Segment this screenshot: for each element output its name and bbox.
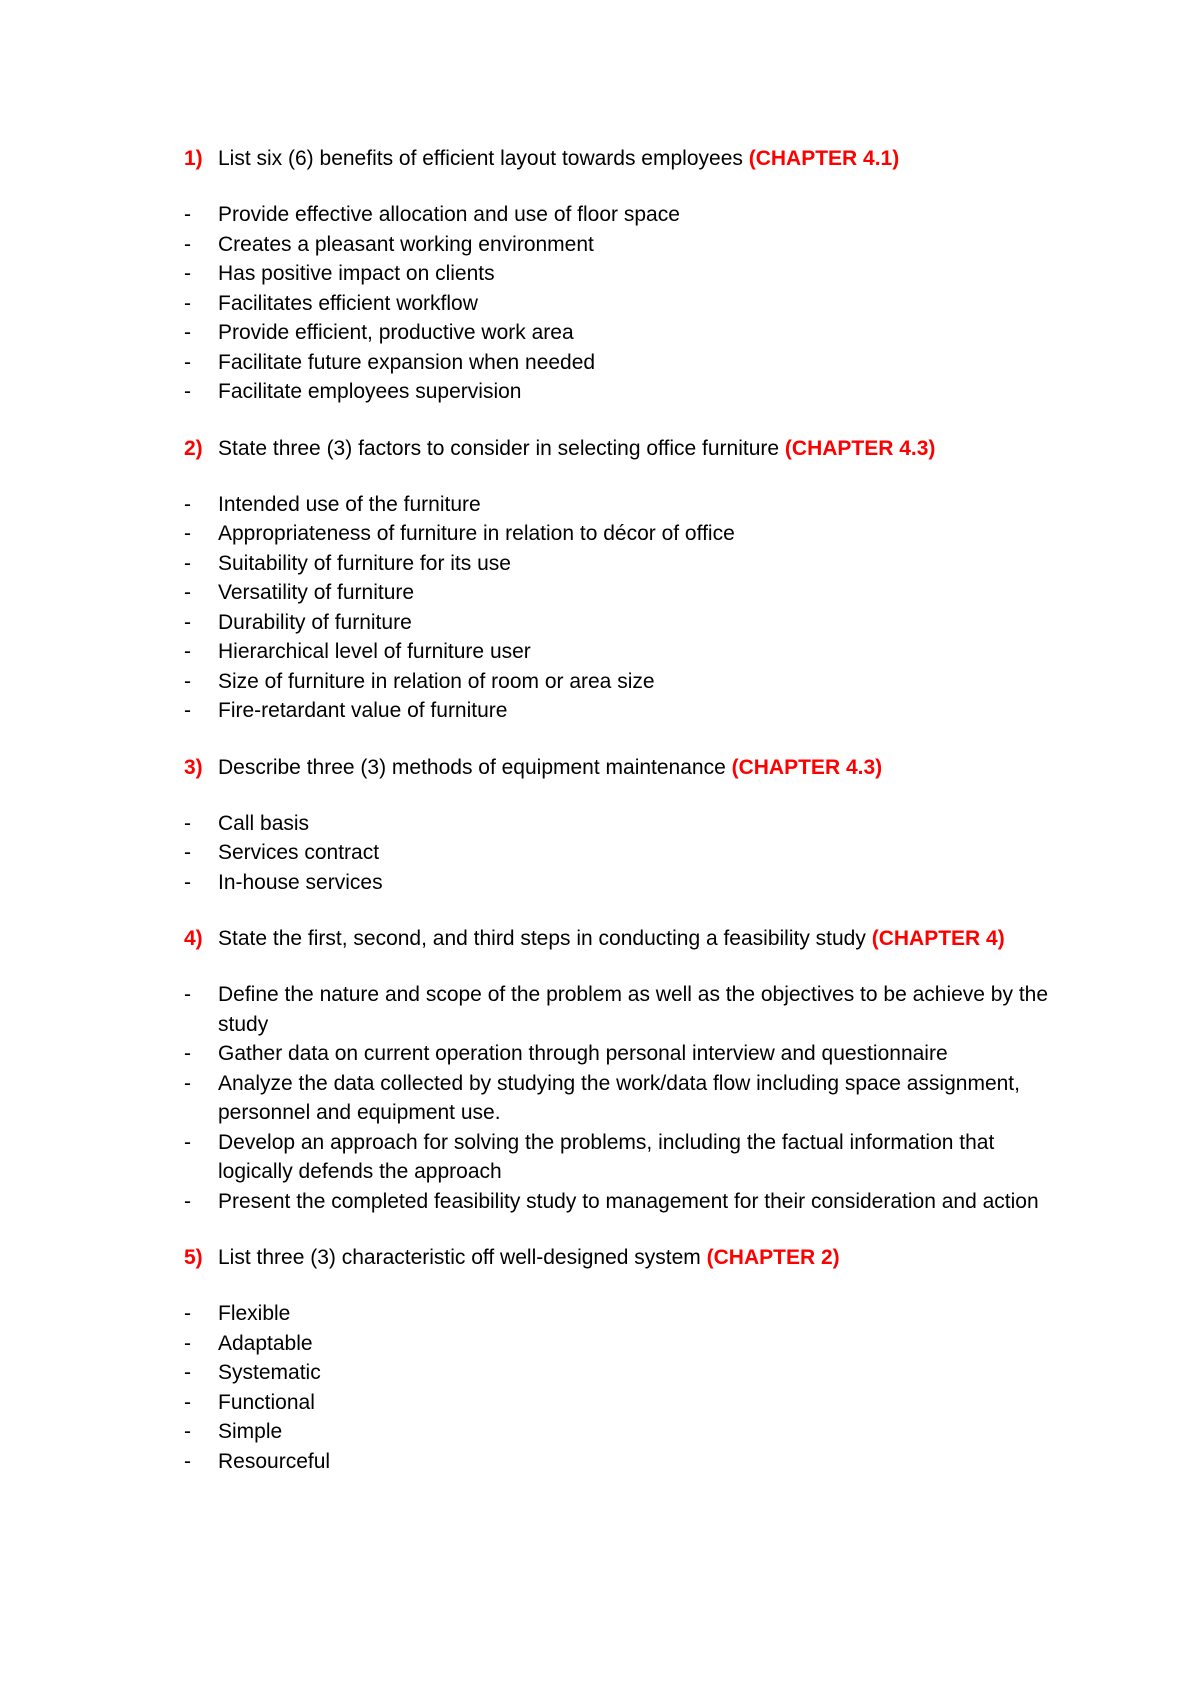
answer-item	[184, 608, 1064, 638]
answer-item	[184, 1388, 1064, 1418]
dash-bullet: -	[184, 1331, 191, 1355]
answer-item	[184, 809, 1064, 839]
dash-bullet: -	[184, 232, 191, 256]
answer-text: Present the completed feasibility study to management for their consideration and action	[218, 1189, 1039, 1213]
dash-bullet: -	[184, 640, 191, 663]
dash-bullet: -	[184, 291, 191, 315]
answer-item	[184, 318, 1064, 348]
answer-item	[184, 637, 1064, 667]
answer-text: Facilitate future expansion when needed	[218, 350, 596, 374]
dash-bullet: -	[184, 262, 191, 285]
answer-text: Flexible	[218, 1302, 291, 1325]
answer-text: Suitability of furniture for its use	[218, 551, 511, 575]
question-number: 3)	[184, 755, 203, 779]
question-text: State the first, second, and third steps in conducting a feasibility study	[218, 927, 872, 950]
answer-item	[184, 1039, 1064, 1069]
answer-text: Simple	[218, 1420, 283, 1443]
answer-item	[184, 200, 1064, 230]
question-number: 2)	[184, 436, 203, 460]
answer-text: In-house services	[218, 870, 383, 894]
question-number: 5)	[184, 1246, 203, 1269]
question-4	[184, 924, 1064, 954]
answer-text: Size of furniture in relation of room or area size	[218, 669, 655, 693]
answer-item	[184, 519, 1064, 549]
question-2	[184, 434, 1064, 464]
answer-item	[184, 696, 1064, 726]
dash-bullet: -	[184, 1449, 191, 1473]
chapter-reference: (CHAPTER 4.3)	[784, 436, 936, 460]
answer-item	[184, 578, 1064, 608]
answer-item	[184, 259, 1064, 289]
question-text-wrap	[218, 1243, 1064, 1273]
dash-bullet: -	[184, 492, 191, 516]
chapter-reference: (CHAPTER 2)	[706, 1246, 840, 1269]
answer-list-2	[0, 490, 1200, 726]
answer-item	[184, 1417, 1064, 1447]
dash-bullet: -	[184, 350, 191, 374]
answer-text: Functional	[218, 1390, 315, 1414]
dash-bullet: -	[184, 841, 191, 864]
chapter-reference: (CHAPTER 4)	[871, 927, 1005, 950]
dash-bullet: -	[184, 1042, 191, 1065]
answer-item	[184, 1128, 1064, 1187]
dash-bullet: -	[184, 1189, 191, 1213]
answer-item	[184, 490, 1064, 520]
answer-item	[184, 377, 1064, 407]
answer-item	[184, 1187, 1064, 1217]
question-text: List three (3) characteristic off well-designed system	[218, 1246, 707, 1269]
answer-item	[184, 289, 1064, 319]
dash-bullet: -	[184, 581, 191, 604]
answer-text: Services contract	[218, 841, 380, 864]
dash-bullet: -	[184, 321, 191, 344]
answer-text: Analyze the data collected by studying the work/data flow including space assignment, personnel and equipment use.	[218, 1071, 1020, 1124]
question-number: 4)	[184, 927, 203, 950]
answer-text: Appropriateness of furniture in relation to décor of office	[218, 522, 735, 545]
answer-item	[184, 980, 1064, 1039]
answer-text: Intended use of the furniture	[218, 492, 481, 516]
dash-bullet: -	[184, 203, 191, 226]
dash-bullet: -	[184, 983, 191, 1006]
dash-bullet: -	[184, 551, 191, 575]
question-text: List six (6) benefits of efficient layout towards employees	[218, 147, 749, 170]
answer-text: Call basis	[218, 811, 310, 835]
answer-item	[184, 1329, 1064, 1359]
dash-bullet: -	[184, 870, 191, 894]
answer-item	[184, 230, 1064, 260]
answer-item	[184, 667, 1064, 697]
question-text: Describe three (3) methods of equipment maintenance	[218, 755, 732, 779]
dash-bullet: -	[184, 1361, 191, 1384]
question-number: 1)	[184, 147, 203, 170]
answer-item	[184, 1299, 1064, 1329]
answer-text: Creates a pleasant working environment	[218, 232, 594, 256]
question-3	[184, 753, 1064, 783]
answer-text: Define the nature and scope of the problem as well as the objectives to be achieve by the study	[218, 983, 1049, 1036]
dash-bullet: -	[184, 669, 191, 693]
dash-bullet: -	[184, 1302, 191, 1325]
dash-bullet: -	[184, 1071, 191, 1095]
answer-text: Versatility of furniture	[218, 581, 415, 604]
answer-item	[184, 1069, 1064, 1128]
answer-text: Resourceful	[218, 1449, 331, 1473]
answer-item	[184, 1358, 1064, 1388]
dash-bullet: -	[184, 380, 191, 403]
question-text-wrap	[218, 434, 1064, 464]
dash-bullet: -	[184, 1420, 191, 1443]
question-text-wrap	[218, 924, 1064, 954]
answer-item	[184, 838, 1064, 868]
answer-list-3	[0, 809, 1200, 898]
answer-text: Systematic	[218, 1361, 321, 1384]
dash-bullet: -	[184, 610, 191, 634]
answer-item	[184, 868, 1064, 898]
question-1	[184, 144, 1064, 174]
answer-text: Facilitate employees supervision	[218, 380, 522, 403]
answer-list-5	[0, 1299, 1200, 1476]
chapter-reference: (CHAPTER 4.3)	[731, 755, 883, 779]
answer-list-4	[0, 980, 1200, 1216]
question-text: State three (3) factors to consider in selecting office furniture	[218, 436, 785, 460]
question-text-wrap	[218, 144, 1064, 174]
dash-bullet: -	[184, 699, 191, 722]
chapter-reference: (CHAPTER 4.1)	[748, 147, 900, 170]
answer-text: Durability of furniture	[218, 610, 412, 634]
answer-text: Hierarchical level of furniture user	[218, 640, 531, 663]
answer-text: Develop an approach for solving the problems, including the factual information that logically defends the approach	[218, 1130, 995, 1183]
dash-bullet: -	[184, 1390, 191, 1414]
dash-bullet: -	[184, 811, 191, 835]
question-text-wrap	[218, 753, 1064, 783]
answer-list-1	[0, 200, 1200, 407]
dash-bullet: -	[184, 1130, 191, 1154]
answer-text: Provide effective allocation and use of floor space	[218, 203, 680, 226]
answer-text: Has positive impact on clients	[218, 262, 495, 285]
answer-text: Gather data on current operation through personal interview and questionnaire	[218, 1042, 948, 1065]
answer-text: Facilitates efficient workflow	[218, 291, 478, 315]
answer-item	[184, 348, 1064, 378]
answer-item	[184, 549, 1064, 579]
question-5	[184, 1243, 1064, 1273]
answer-item	[184, 1447, 1064, 1477]
answer-text: Fire-retardant value of furniture	[218, 699, 508, 722]
dash-bullet: -	[184, 522, 191, 545]
answer-text: Provide efficient, productive work area	[218, 321, 574, 344]
answer-text: Adaptable	[218, 1331, 313, 1355]
